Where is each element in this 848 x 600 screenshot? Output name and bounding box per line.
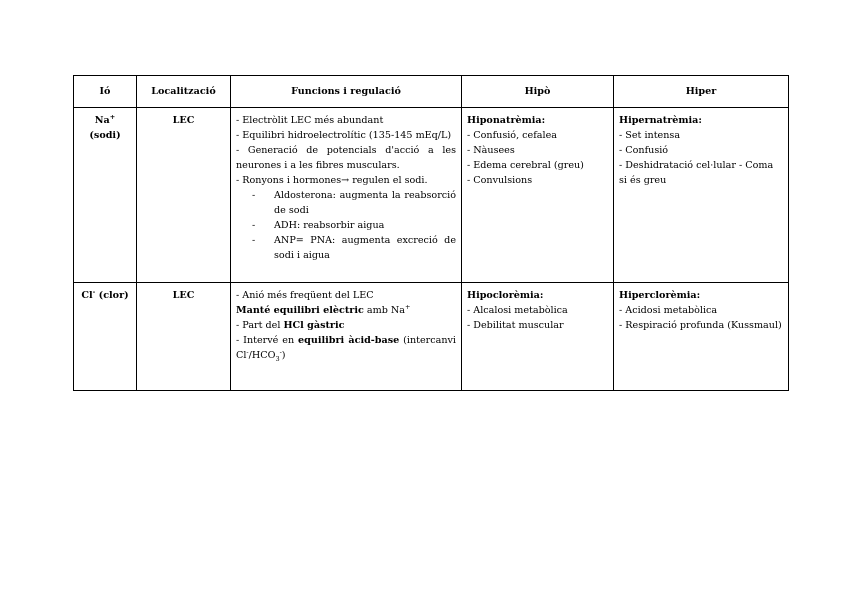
symptom-item: - Confusió [619,145,669,156]
function-line: - Electròlit LEC més abundant [236,115,384,126]
symptom-item: - Convulsions [467,175,533,186]
function-line: - Equilibri hidroelectrolític (135-145 mEq/L) [236,130,452,141]
sub-function: - ANP= PNA: augmenta excreció de sodi i aigua [252,235,456,261]
function-line: Manté equilibri elèctric amb Na+ [236,302,411,316]
header-location: Localització [137,76,231,108]
hipo-title: Hipoclorèmia: [467,290,544,301]
header-functions: Funcions i regulació [231,76,462,108]
table-row-sodium [74,108,789,283]
header-ion: Ió [74,76,137,108]
symptom-item: - Acidosi metabòlica [619,305,718,316]
ion-cell: Na+ (sodi) [74,108,137,283]
hiper-title: Hiperclorèmia: [619,290,701,301]
symptom-item: - Set intensa [619,130,681,141]
symptom-item: - Respiració profunda (Kussmaul) [619,320,782,331]
location-cell: LEC [137,283,231,391]
table-header-row [74,76,789,108]
ion-cell: Cl- (clor) [74,283,137,391]
function-line: - Intervé en equilibri àcid-base (intercanvi $Cl^-/HCO_3^-$) [236,335,457,363]
symptom-item: - Alcalosi metabòlica [467,305,568,316]
hipo-title: Hiponatrèmia: [467,115,546,126]
function-line: - Anió més freqüent del LEC [236,290,374,301]
hiper-cell [614,108,789,283]
symptom-item: - Debilitat muscular [467,320,564,331]
hipo-cell [462,283,614,391]
location-cell: LEC [137,108,231,283]
sub-function: - Aldosterona: augmenta la reabsorció de sodi [252,190,456,216]
sub-function: - ADH: reabsorbir aigua [252,220,385,231]
hiper-title: Hipernatrèmia: [619,115,702,126]
hiper-cell [614,283,789,391]
electrolyte-table [73,75,789,391]
symptom-item: - Nàusees [467,145,515,156]
functions-cell [231,108,462,283]
symptom-item: - Confusió, cefalea [467,130,557,141]
function-line: - Generació de potencials d'acció a les neurones i a les fibres musculars. [236,145,456,171]
hipo-cell [462,108,614,283]
table-row-chloride [74,283,789,391]
symptom-item: - Edema cerebral (greu) [467,160,584,171]
function-line: - Part del HCl gàstric [236,320,345,331]
function-line: - Ronyons i hormones→ regulen el sodi. [236,175,428,186]
functions-cell [231,283,462,391]
symptom-item: - Deshidratació cel·lular - Coma si és greu [619,160,774,186]
header-hiper: Hiper [614,76,789,108]
header-hipo: Hipò [462,76,614,108]
